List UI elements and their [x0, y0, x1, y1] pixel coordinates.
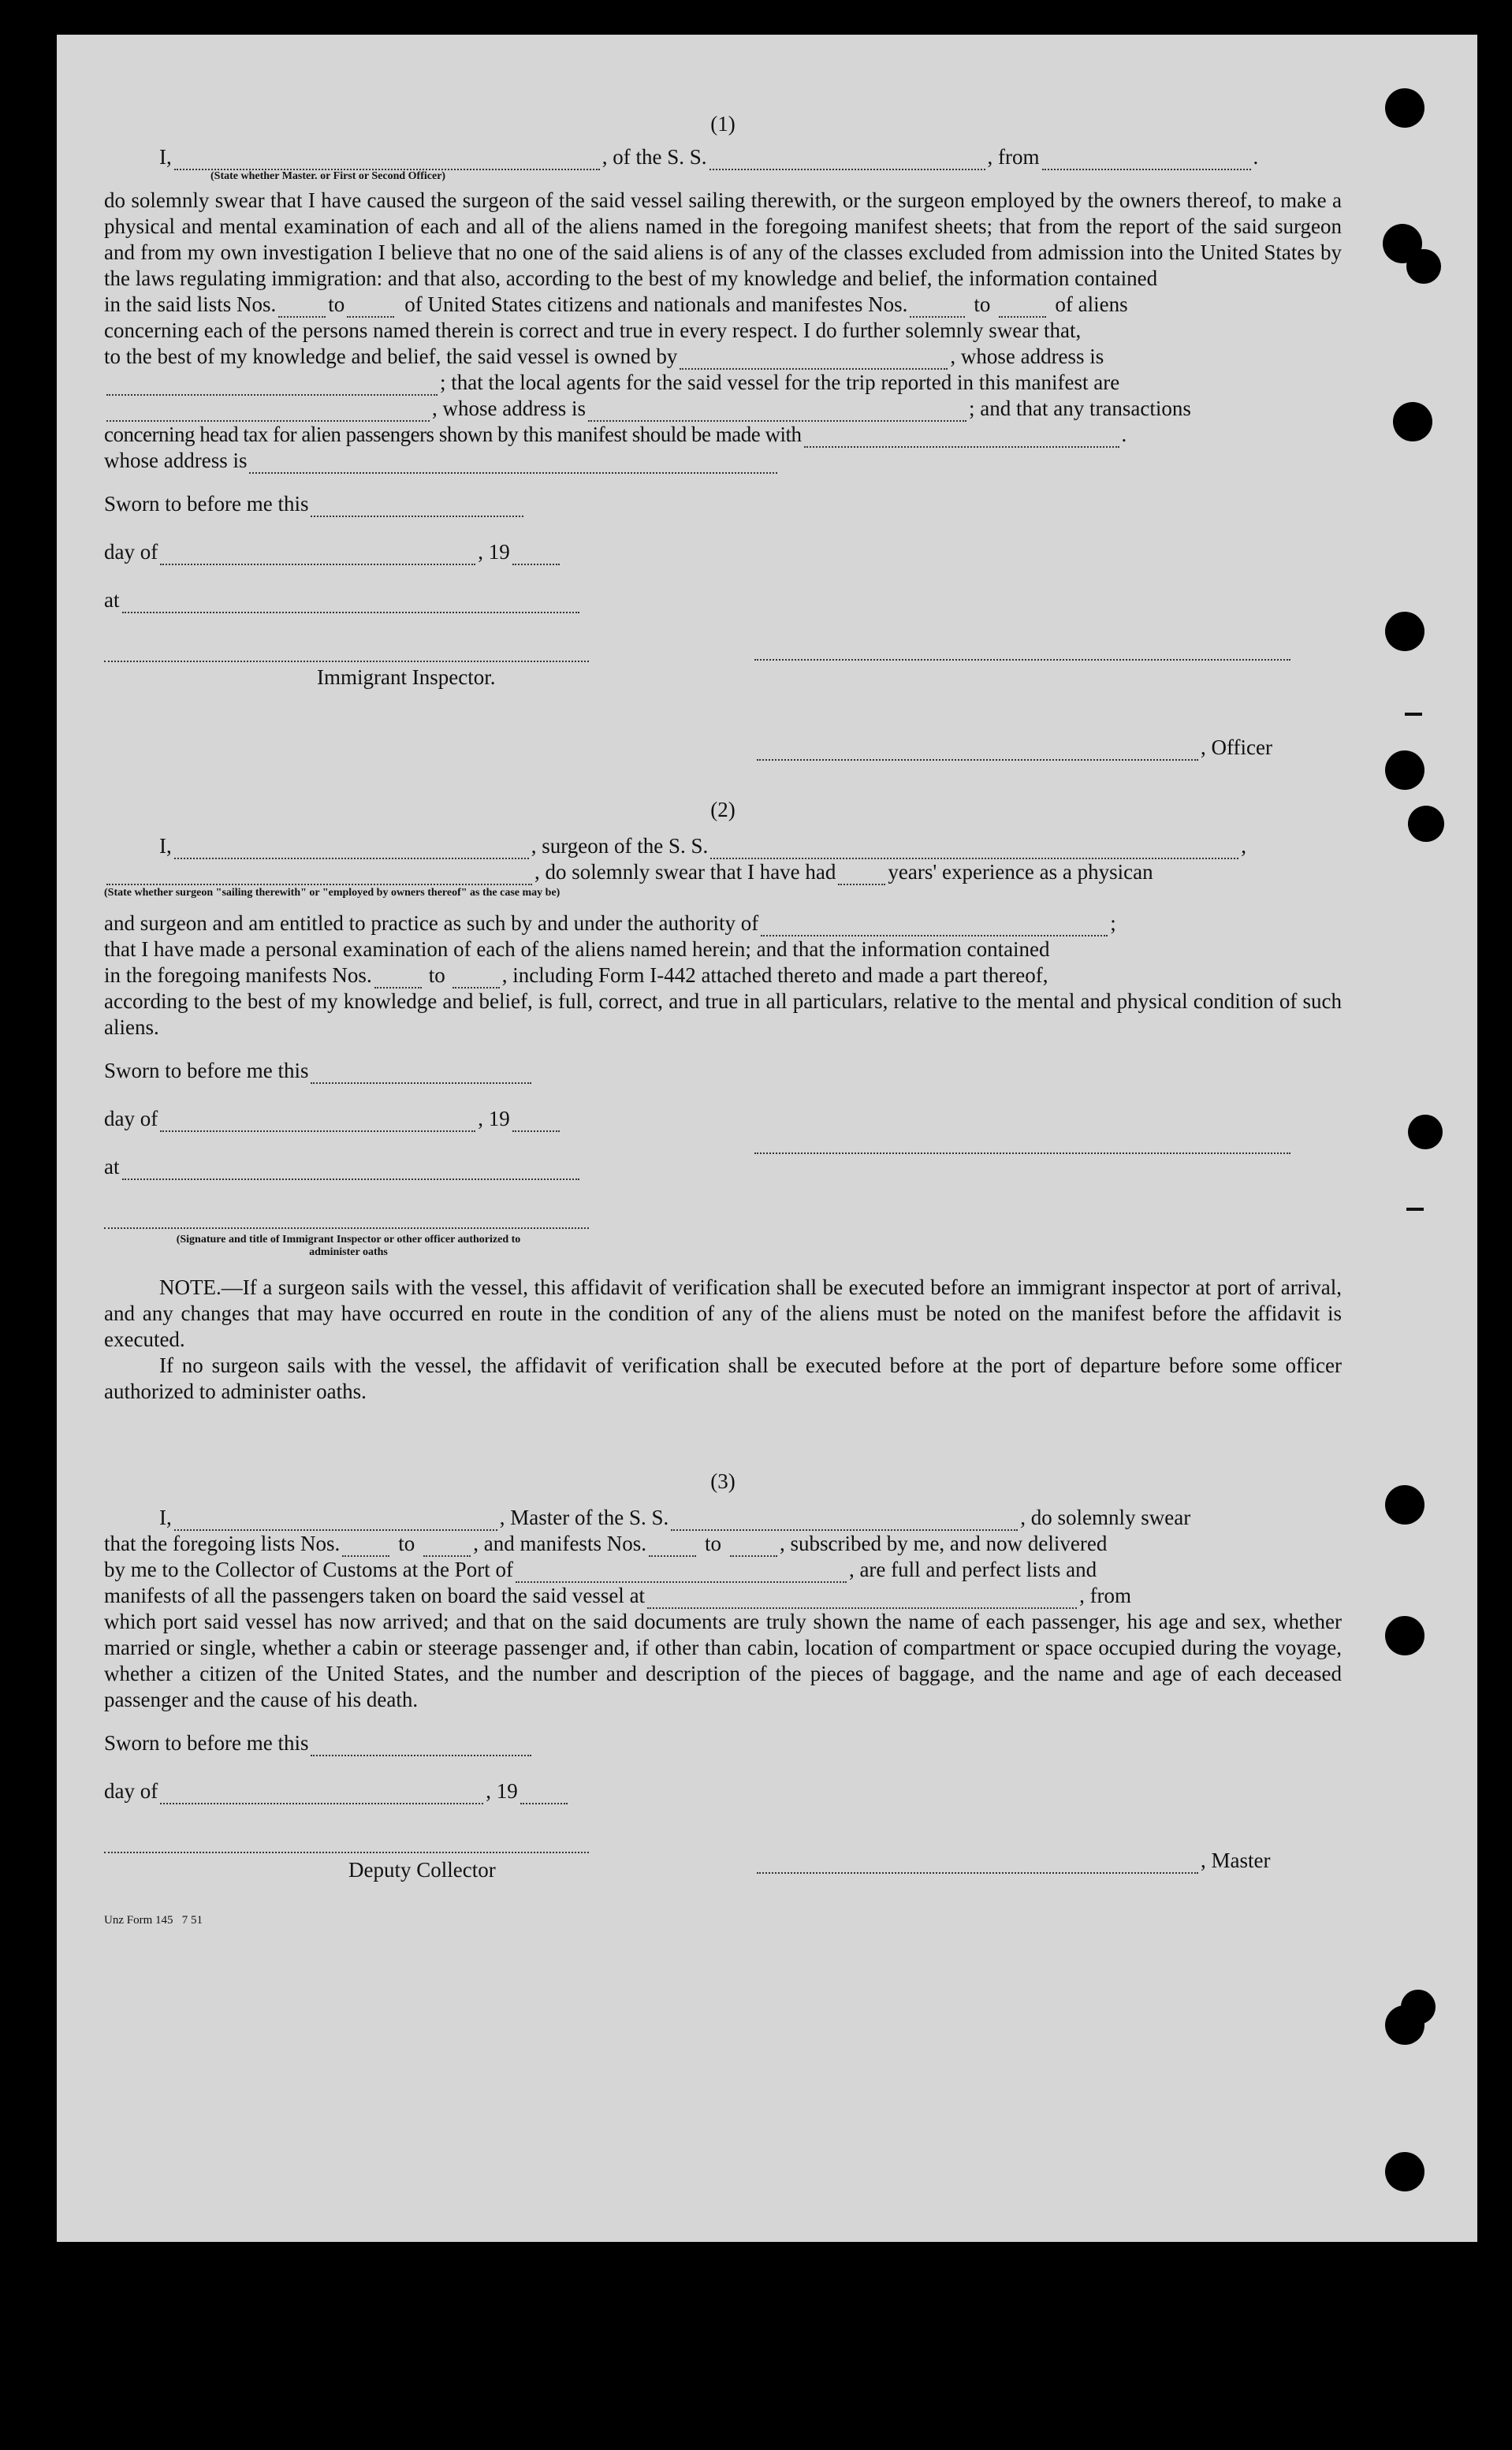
edge-mark [1406, 1208, 1424, 1211]
of-ss-label: , of the S. S. [601, 145, 707, 169]
sworn-label: Sworn to before me this [104, 1059, 309, 1082]
agents-field[interactable] [106, 403, 430, 422]
section-3 [104, 1469, 1342, 1927]
subscribed-label: , subscribed by me, and now delivered [779, 1532, 1108, 1555]
sworn-label: Sworn to before me this [104, 1731, 309, 1755]
surgeon-signature-line[interactable] [754, 1151, 1290, 1154]
form-text: , including Form I-442 attached thereto and made a part thereof, [501, 963, 1048, 987]
punch-hole [1406, 249, 1441, 284]
sworn-date-field[interactable] [311, 1065, 531, 1084]
port-label: by me to the Collector of Customs at the Port of [104, 1558, 513, 1581]
punch-hole [1408, 1115, 1443, 1149]
manifest-to-field[interactable] [730, 1538, 777, 1557]
manifests-label: of United States citizens and nationals and manifestes Nos. [404, 292, 908, 316]
year-field[interactable] [512, 546, 560, 565]
list-from-field[interactable] [278, 299, 326, 318]
to-label: to [428, 963, 445, 987]
punch-hole [1385, 1616, 1424, 1655]
vessel-name-field[interactable] [671, 1512, 1018, 1531]
years-field[interactable] [838, 866, 885, 885]
manifest-to-field[interactable] [452, 970, 500, 989]
embark-port-field[interactable] [647, 1590, 1077, 1609]
from-label: , from [1079, 1584, 1132, 1607]
day-of-label: day of [104, 1107, 158, 1130]
master-signature-field[interactable] [757, 1855, 1198, 1874]
surgeon-text-2: according to the best of my knowledge and belief, is full, correct, and true in all particulars, relative to the mental and physical condition of such aliens. [104, 989, 1342, 1039]
at-label: at [104, 1155, 120, 1178]
from-port-field[interactable] [1042, 151, 1251, 170]
manifest-label: manifests of all the passengers taken on board the said vessel at [104, 1584, 646, 1607]
agents-label: ; that the local agents for the said vessel for the trip reported in this manifest are [440, 370, 1120, 394]
master-of-label: , Master of the S. S. [499, 1506, 669, 1529]
transactions-label: ; and that any transactions [968, 397, 1191, 420]
note-1: NOTE.—If a surgeon sails with the vessel, this affidavit of verification shall be executed before an immigrant inspector at port of arrival, and any changes that may have occurred en route in the condition of any of the aliens must be noted on the manifest before the affidavit is executed. [104, 1275, 1342, 1351]
master-name-field[interactable] [174, 1512, 497, 1531]
surgeon-name-field[interactable] [174, 840, 529, 859]
punch-hole [1385, 2005, 1424, 2045]
address-label: , whose address is [432, 397, 586, 420]
manifest-from-field[interactable] [649, 1538, 696, 1557]
address-label: whose address is [104, 449, 248, 472]
experience-label: years' experience as a physican [888, 860, 1153, 884]
swear-label: , do solemnly swear [1020, 1506, 1191, 1529]
vessel-name-field[interactable] [710, 840, 1238, 859]
section-1 [104, 112, 1342, 759]
i-label: I, [159, 145, 172, 169]
list-to-field[interactable] [423, 1538, 471, 1557]
to-label: to [704, 1532, 721, 1555]
aliens-label: of aliens [1055, 292, 1128, 316]
state-note: (State whether Master. or First or Second Officer) [210, 170, 446, 182]
punch-hole [1385, 750, 1424, 790]
officer-label: , Officer [1201, 735, 1272, 759]
master-label: , Master [1201, 1849, 1271, 1872]
i-label: I, [159, 834, 172, 858]
authority-field[interactable] [761, 918, 1108, 936]
note-2: If no surgeon sails with the vessel, the affidavit of verification shall be executed before at the port of departure before some officer authorized to administer oaths. [104, 1353, 1342, 1403]
year-field[interactable] [512, 1113, 560, 1132]
year-field[interactable] [520, 1785, 568, 1804]
form-page [57, 35, 1477, 2242]
month-field[interactable] [160, 1113, 475, 1132]
deputy-collector-label: Deputy Collector [348, 1858, 496, 1882]
swear-label: , do solemnly swear that I have had [534, 860, 836, 884]
surgeon-status-field[interactable] [106, 866, 532, 885]
manifests-label: in the foregoing manifests Nos. [104, 963, 372, 987]
oath-text: do solemnly swear that I have caused the surgeon of the said vessel sailing therewith, or the surgeon employed by the owners thereof, to make a physical and mental examination of each and all of the aliens named in the foregoing manifest sheets; that from the report of the said surgeon and from my own investigation I believe that no one of the said aliens is of any of the classes excluded from admission into the United States by the laws regulating immigration: and that also, according to the best of my knowledge and belief, the information contained [104, 188, 1342, 290]
place-field[interactable] [122, 594, 579, 613]
agents-address-field[interactable] [588, 403, 966, 422]
year-label: , 19 [478, 540, 510, 564]
lists-label: in the said lists Nos. [104, 292, 277, 316]
surgeon-of-label: , surgeon of the S. S. [531, 834, 709, 858]
list-to-field[interactable] [347, 299, 394, 318]
punch-hole [1385, 88, 1424, 128]
lists-text: , are full and perfect lists and [848, 1558, 1097, 1581]
month-field[interactable] [160, 546, 475, 565]
vessel-name-field[interactable] [709, 151, 985, 170]
semicolon: ; [1110, 911, 1116, 935]
owner-field[interactable] [680, 351, 948, 370]
punch-hole [1393, 402, 1432, 441]
punch-hole [1385, 1485, 1424, 1525]
period: . [1121, 423, 1127, 446]
day-of-label: day of [104, 540, 158, 564]
officer-signature-top[interactable] [754, 657, 1290, 661]
owned-label: to the best of my knowledge and belief, the said vessel is owned by [104, 344, 678, 368]
authority-label: and surgeon and am entitled to practice as such by and under the authority of [104, 911, 759, 935]
punch-hole [1408, 806, 1444, 842]
oath-text-2: concerning each of the persons named therein is correct and true in every respect. I do further solemnly swear that, [104, 318, 1082, 342]
owner-address-field[interactable] [106, 377, 438, 396]
to-label: to [974, 292, 991, 316]
headtax-address-field[interactable] [249, 455, 777, 474]
day-of-label: day of [104, 1779, 158, 1803]
year-label: , 19 [486, 1779, 518, 1803]
punch-hole [1385, 612, 1424, 651]
section-number: (1) [710, 112, 736, 136]
master-text: which port said vessel has now arrived; and that on the said documents are truly shown the name of each passenger, his age and sex, whether married or single, whether a cabin or steerage passenger and, if other than cabin, location of compartment or space occupied during the voyage, whether a citizen of the United States, and the number and description of the pieces of baggage, and the name and age of each deceased passenger and the cause of his death. [104, 1610, 1342, 1711]
manifest-to-field[interactable] [999, 299, 1046, 318]
i-label: I, [159, 1506, 172, 1529]
port-field[interactable] [516, 1564, 847, 1583]
lists-label: that the foregoing lists Nos. [104, 1532, 341, 1555]
to-label: to [328, 292, 345, 316]
section-number: (2) [710, 798, 736, 821]
headtax-field[interactable] [804, 429, 1119, 448]
from-label: , from [987, 145, 1040, 169]
surgeon-text: that I have made a personal examination of each of the aliens named herein; and that the information contained [104, 937, 1050, 961]
headtax-label: concerning head tax for alien passengers shown by this manifest should be made with [104, 423, 802, 446]
address-label: , whose address is [950, 344, 1104, 368]
sworn-date-field[interactable] [311, 1737, 531, 1756]
sworn-label: Sworn to before me this [104, 492, 309, 516]
collector-signature-line[interactable] [104, 1850, 589, 1853]
to-label: to [398, 1532, 415, 1555]
list-from-field[interactable] [342, 1538, 389, 1557]
officer-signature-field[interactable] [757, 742, 1198, 761]
section-2 [104, 798, 1342, 1405]
manifest-from-field[interactable] [374, 970, 422, 989]
surgeon-state-note: (State whether surgeon "sailing therewith" or "employed by owners thereof" as the case may be) [104, 887, 560, 899]
sworn-date-field[interactable] [311, 498, 523, 517]
manifest-from-field[interactable] [910, 299, 965, 318]
manifests-label: , and manifests Nos. [473, 1532, 646, 1555]
form-number: Unz Form 145 7 51 [104, 1914, 203, 1927]
signature-note: (Signature and title of Immigrant Inspector or other officer authorized to administer oaths [176, 1234, 521, 1258]
officer-name-field[interactable] [174, 151, 600, 170]
section-number: (3) [710, 1469, 736, 1493]
edge-mark [1405, 713, 1422, 716]
punch-hole [1385, 2152, 1424, 2191]
inspector-signature-line[interactable] [104, 1226, 589, 1229]
place-field[interactable] [122, 1161, 579, 1180]
period: . [1253, 145, 1259, 169]
comma: , [1241, 834, 1247, 858]
month-field[interactable] [160, 1785, 483, 1804]
inspector-label: Immigrant Inspector. [317, 665, 496, 689]
at-label: at [104, 588, 120, 612]
inspector-signature-line[interactable] [104, 659, 589, 662]
year-label: , 19 [478, 1107, 510, 1130]
